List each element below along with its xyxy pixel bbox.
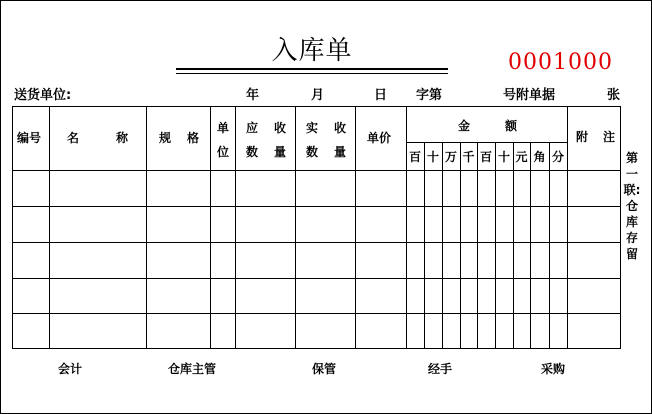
table-column-line	[355, 106, 356, 349]
col-name-header-1: 名	[67, 131, 80, 145]
table-column-line	[235, 106, 236, 349]
handler-label: 经手	[428, 362, 453, 376]
digit-header: 十	[426, 150, 439, 164]
col-amount-header-2: 额	[505, 119, 518, 133]
serial-number: 0001000	[508, 50, 613, 75]
col-received-header-3: 数	[306, 145, 319, 159]
digit-header: 分	[551, 150, 564, 164]
digit-header: 元	[515, 150, 528, 164]
col-spec-header-1: 规	[159, 131, 172, 145]
digit-column-line	[495, 142, 496, 349]
table-column-line	[620, 106, 621, 349]
table-column-line	[567, 106, 568, 349]
title-underline-thin	[176, 73, 448, 74]
table-column-line	[146, 106, 147, 349]
col-received-header-1: 实	[306, 121, 319, 135]
sheets-label: 张	[607, 88, 621, 103]
col-note-header-2: 注	[603, 130, 616, 144]
col-unit-header-2: 位	[217, 145, 230, 159]
col-due-header-4: 量	[274, 145, 287, 159]
table-column-line	[12, 106, 13, 349]
table-column-line	[210, 106, 211, 349]
digit-header: 百	[408, 150, 421, 164]
col-spec-header-2: 格	[187, 131, 200, 145]
attachments-label: 号附单据	[503, 88, 556, 103]
table-border-top	[12, 106, 621, 107]
day-label: 日	[374, 88, 388, 103]
warehouse-manager-label: 仓库主管	[168, 362, 217, 376]
col-due-header-3: 数	[246, 145, 259, 159]
digit-column-line	[460, 142, 461, 349]
form-title: 入库单	[271, 36, 353, 66]
accountant-label: 会计	[58, 362, 83, 376]
col-received-header-4: 量	[334, 145, 347, 159]
table-column-line	[49, 106, 50, 349]
title-underline	[176, 68, 448, 70]
digit-header: 千	[462, 150, 475, 164]
digit-header: 十	[497, 150, 510, 164]
col-note-header-1: 附	[576, 130, 589, 144]
col-number-header: 编号	[17, 131, 42, 145]
year-label: 年	[246, 88, 260, 103]
col-due-header-2: 收	[274, 121, 287, 135]
digit-column-line	[442, 142, 443, 349]
word-number-label: 字第	[416, 88, 443, 103]
keeper-label: 保管	[312, 362, 337, 376]
col-due-header-1: 应	[246, 121, 259, 135]
col-amount-header-1: 金	[458, 119, 471, 133]
col-unit-header-1: 单	[217, 121, 230, 135]
digit-header: 万	[444, 150, 457, 164]
col-name-header-2: 称	[116, 131, 129, 145]
copy-note: 第一联:仓库存留	[623, 151, 641, 261]
digit-column-line	[530, 142, 531, 349]
digit-column-line	[513, 142, 514, 349]
month-label: 月	[311, 88, 325, 103]
digit-column-line	[424, 142, 425, 349]
digit-column-line	[477, 142, 478, 349]
digit-column-line	[549, 142, 550, 349]
col-received-header-2: 收	[334, 121, 347, 135]
col-price-header: 单价	[367, 131, 392, 145]
digit-header: 角	[533, 150, 546, 164]
digit-header: 百	[479, 150, 492, 164]
table-column-line	[406, 106, 407, 349]
supplier-label: 送货单位:	[14, 88, 72, 103]
amount-subheader-line	[406, 142, 567, 143]
purchaser-label: 采购	[541, 362, 566, 376]
table-column-line	[295, 106, 296, 349]
